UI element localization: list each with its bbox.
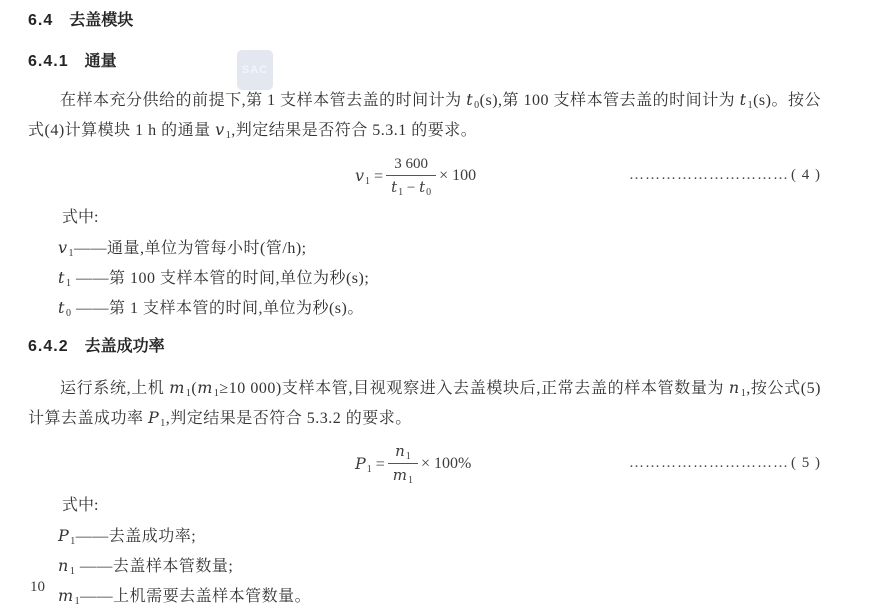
formula-4-equation <box>355 155 476 197</box>
where-item-t0: $t_0$ ——第 1 支样本管的时间,单位为秒(s)。 <box>58 298 364 319</box>
formula-5-rhs: × 100% <box>421 454 472 472</box>
formula-4-lhs: $v_1$ = <box>355 165 384 187</box>
section-title: 通量 <box>84 53 117 70</box>
formula-4-denominator: $t_1 - t_0$ <box>391 177 432 198</box>
where-list-2 <box>58 521 821 611</box>
where-item-P1: $P_1——$去盖成功率; <box>58 526 197 547</box>
formula-4-dot-leader: ………………………… <box>629 167 789 183</box>
watermark-logo <box>237 50 273 90</box>
formula-4-fraction <box>386 155 436 197</box>
paragraph-throughput: 在样本充分供给的前提下,第 1 支样本管去盖的时间计为 $t_0(s)$,第 100 支样本管去盖的时间计为 $t_1(s)$。按公式(4)计算模块 1 h 的通量 $v_1$,判定结果是否符合 5.3.1 的要求。 <box>28 90 821 141</box>
formula-5-numerator: $n_1$ <box>388 442 418 464</box>
watermark-label: SAC <box>241 64 269 76</box>
section-number: 6.4 <box>28 12 54 29</box>
formula-5-lhs: $P_1$ = <box>355 453 385 475</box>
section-number: 6.4.1 <box>28 53 69 70</box>
section-heading-6-4 <box>28 10 821 32</box>
formula-5-fraction <box>388 442 418 485</box>
formula-5-number: ( 5 ) <box>791 455 821 471</box>
formula-4-rhs: × 100 <box>439 166 477 184</box>
section-heading-6-4-2 <box>28 336 821 358</box>
section-number: 6.4.2 <box>28 338 69 355</box>
formula-5-equation <box>355 442 471 485</box>
where-item-n1: $n_1$ ——去盖样本管数量; <box>58 556 234 577</box>
page-number: 10 <box>30 579 45 595</box>
formula-4 <box>355 152 821 199</box>
where-list-1 <box>58 233 821 323</box>
where-label-1: 式中: <box>62 209 99 226</box>
where-label-2: 式中: <box>62 497 99 514</box>
formula-5-denominator: $m_1$ <box>392 466 414 486</box>
formula-4-number: ( 4 ) <box>791 167 821 183</box>
formula-5-dot-leader: ………………………… <box>629 455 789 471</box>
where-item-v1: $v_1——$通量,单位为管每小时(管/h); <box>58 238 307 259</box>
where-item-m1: $m_1——$上机需要去盖样本管数量。 <box>58 586 312 607</box>
formula-5 <box>355 440 821 487</box>
formula-4-numerator: 3 600 <box>386 155 436 176</box>
where-item-t1: $t_1$ ——第 100 支样本管的时间,单位为秒(s); <box>58 268 370 289</box>
section-title: 去盖成功率 <box>84 338 165 355</box>
section-heading-6-4-1 <box>28 51 821 73</box>
section-title: 去盖模块 <box>69 12 134 29</box>
paragraph-decap-success: 运行系统,上机 $m_1(m_1\ge 10$ 000)支样本管,目视观察进入去盖模块后,正常去盖的样本管数量为 $n_1$,按公式(5)计算去盖成功率 $P_1$,判定结果是否符合 5.3.2 的要求。 <box>28 378 821 429</box>
